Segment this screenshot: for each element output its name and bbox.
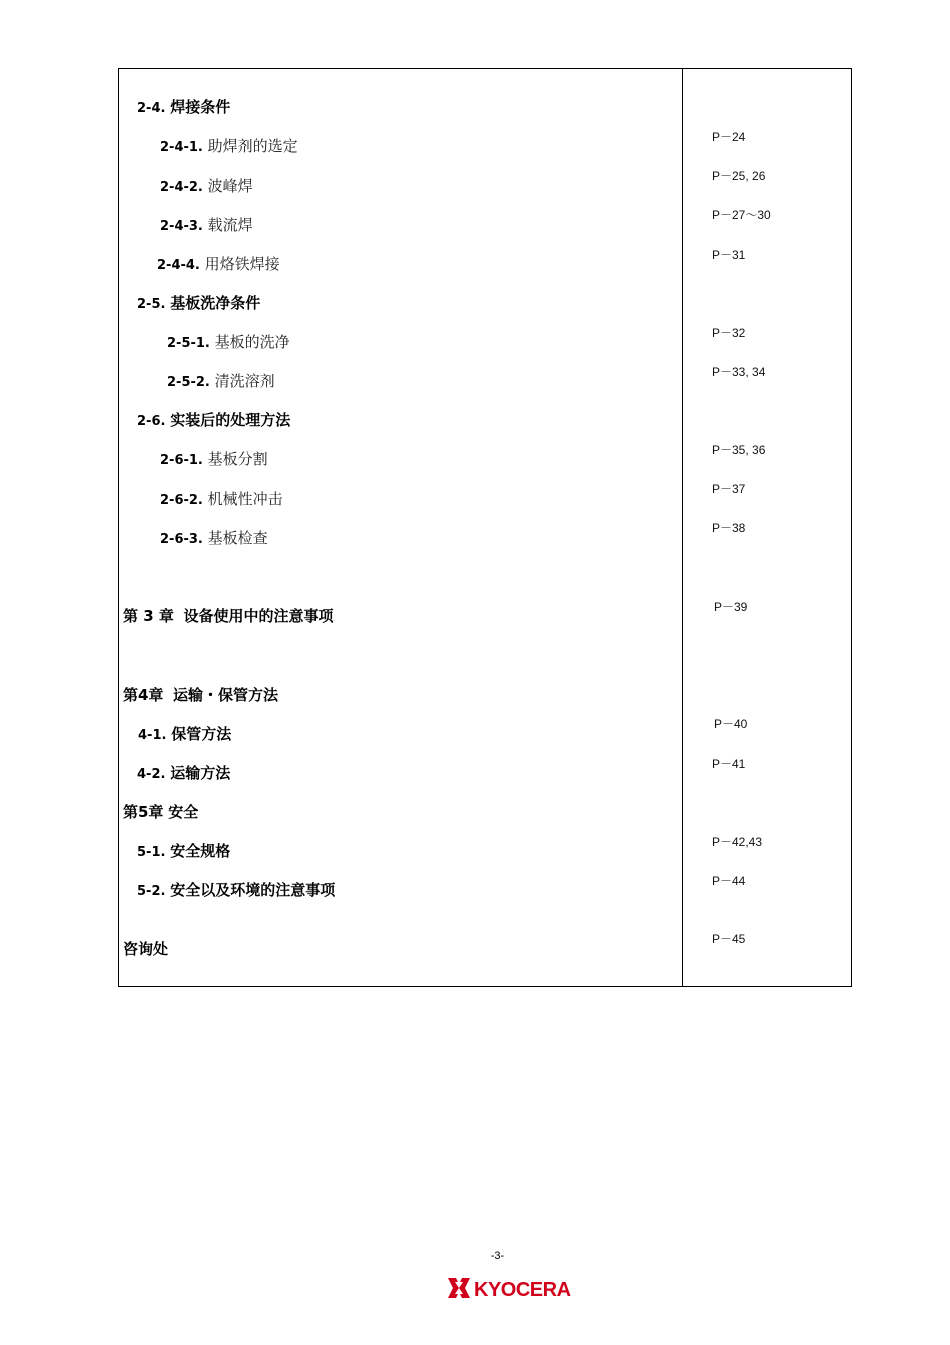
toc-entry-number: 2-4.: [137, 101, 166, 116]
toc-entry-number: 第 3 章: [123, 607, 174, 625]
toc-entry-5-2: [137, 881, 335, 901]
toc-entry-number: 4-2.: [137, 767, 166, 782]
toc-page-ref: P－31: [712, 248, 746, 262]
toc-entry-2-4: [137, 98, 230, 118]
toc-entry-title: 设备使用中的注意事项: [183, 607, 334, 625]
toc-entry-2-4-1: [160, 137, 298, 157]
toc-entry-4-2: [137, 764, 230, 784]
toc-entry-chapter-5: [123, 803, 198, 821]
toc-page-ref: P－27～30: [712, 208, 771, 222]
toc-entry-number: 2-5.: [137, 297, 166, 312]
toc-entry-number: 5-2.: [137, 884, 166, 899]
toc-entry-2-4-2: [160, 177, 253, 197]
toc-entry-2-5-2: [167, 372, 275, 392]
toc-entry-title: 安全规格: [170, 842, 231, 860]
toc-entry-2-6: [137, 411, 290, 431]
toc-entry-title: 波峰焊: [207, 177, 253, 195]
toc-entry-title: 基板洗净条件: [170, 294, 261, 312]
toc-entry-number: 第4章: [123, 686, 164, 704]
toc-entry-title: 基板的洗净: [214, 333, 290, 351]
toc-page-ref: P－45: [712, 932, 746, 946]
toc-page-ref: P－32: [712, 326, 746, 340]
kyocera-logo: [446, 1275, 574, 1301]
toc-entry-2-6-1: [160, 450, 268, 470]
toc-entry-number: 2-5-2.: [167, 375, 210, 390]
toc-page-ref: P－40: [714, 717, 748, 731]
toc-page-ref: P－39: [714, 600, 748, 614]
toc-entry-2-6-3: [160, 529, 268, 549]
toc-entry-number: 2-6-1.: [160, 453, 203, 468]
toc-entry-number: 2-5-1.: [167, 336, 210, 351]
toc-entry-title: 安全: [168, 803, 199, 821]
toc-page-ref: P－38: [712, 521, 746, 535]
toc-page-ref: P－33, 34: [712, 365, 766, 379]
toc-entry-chapter-3: [123, 607, 333, 625]
toc-entry-number: 2-6.: [137, 414, 166, 429]
toc-entry-number: 2-4-4.: [157, 258, 200, 273]
toc-entry-title: 清洗溶剂: [214, 372, 275, 390]
toc-entry-number: 2-4-1.: [160, 140, 203, 155]
toc-entry-chapter-4: [123, 686, 278, 704]
toc-entry-title: 基板分割: [207, 450, 268, 468]
toc-entry-4-1: [138, 725, 231, 745]
toc-entry-2-6-2: [160, 490, 283, 510]
toc-entry-number: 第5章: [123, 803, 164, 821]
toc-entry-title: 载流焊: [207, 216, 253, 234]
toc-entry-contact: [123, 940, 168, 958]
toc-page-ref: P－35, 36: [712, 443, 766, 457]
toc-page-ref: P－41: [712, 757, 746, 771]
toc-entry-2-4-3: [160, 216, 253, 236]
toc-page-ref: P－44: [712, 874, 746, 888]
toc-page-ref: P－37: [712, 482, 746, 496]
page-number: -3-: [490, 1250, 505, 1262]
toc-entry-title: 保管方法: [171, 725, 232, 743]
toc-page-ref: P－42,43: [712, 835, 763, 849]
toc-entry-5-1: [137, 842, 230, 862]
logo-wordmark: KYOCERA: [474, 1279, 571, 1301]
toc-entry-2-5: [137, 294, 260, 314]
column-divider: [682, 68, 683, 987]
toc-entry-number: 2-4-3.: [160, 219, 203, 234]
toc-entry-title: 焊接条件: [170, 98, 231, 116]
toc-page-ref: P－25, 26: [712, 169, 766, 183]
toc-entry-title: 助焊剂的选定: [207, 137, 298, 155]
toc-entry-title: 实装后的处理方法: [170, 411, 291, 429]
toc-entry-title: 运输・保管方法: [172, 686, 278, 704]
toc-entry-title: 用烙铁焊接: [204, 255, 280, 273]
toc-entry-title: 咨询处: [123, 940, 169, 958]
toc-entry-number: 4-1.: [138, 728, 167, 743]
toc-entry-number: 2-6-3.: [160, 532, 203, 547]
toc-entry-title: 运输方法: [170, 764, 231, 782]
toc-entry-number: 5-1.: [137, 845, 166, 860]
toc-entry-title: 基板检查: [207, 529, 268, 547]
toc-entry-title: 安全以及环境的注意事项: [170, 881, 336, 899]
toc-entry-title: 机械性冲击: [207, 490, 283, 508]
toc-entry-2-5-1: [167, 333, 290, 353]
toc-entry-number: 2-4-2.: [160, 180, 203, 195]
toc-page-ref: P－24: [712, 130, 746, 144]
toc-entry-number: 2-6-2.: [160, 493, 203, 508]
toc-entry-2-4-4: [157, 255, 280, 275]
